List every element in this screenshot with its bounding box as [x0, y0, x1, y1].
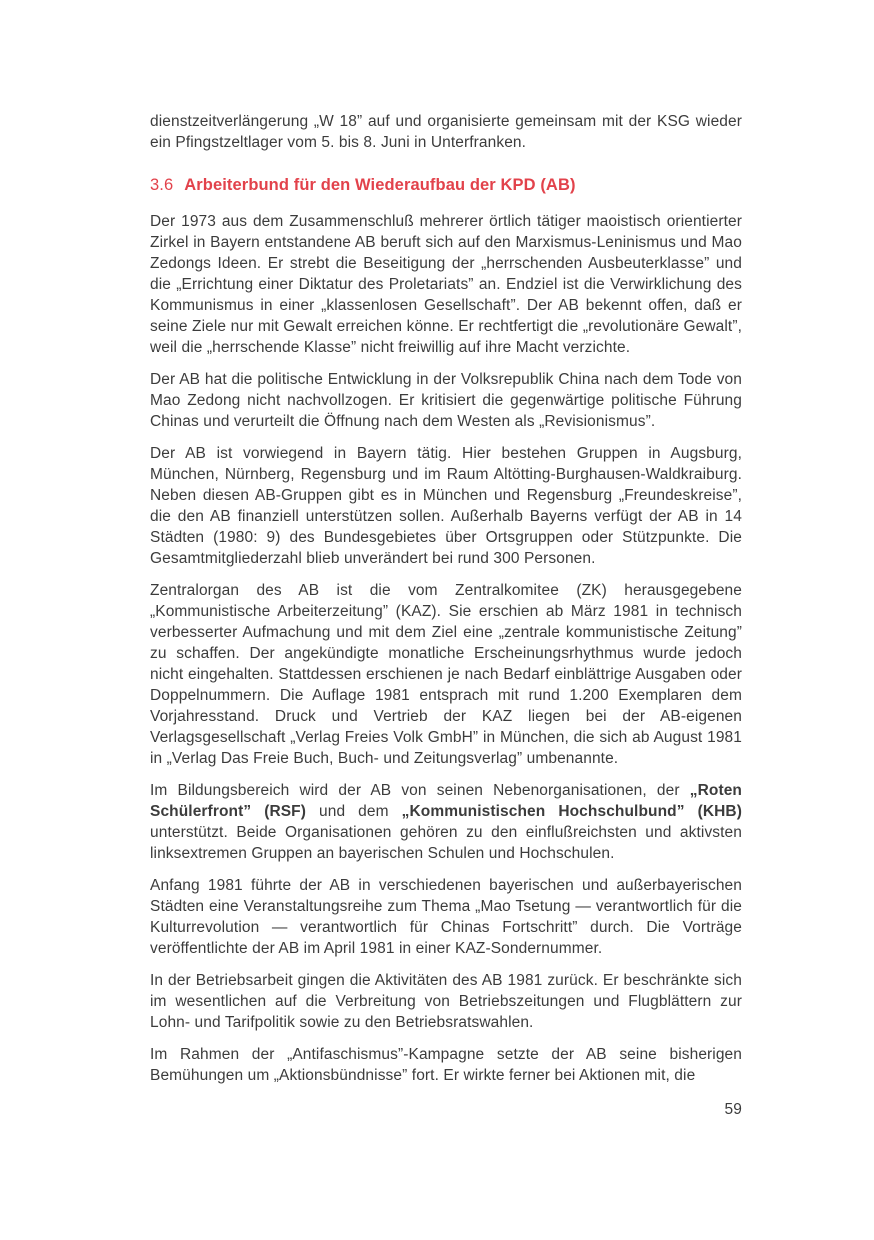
body-paragraph: Im Rahmen der „Antifaschismus”-Kampagne setzte der AB seine bisherigen Bemühungen um „Aktionsbündnisse” fort. Er wirkte ferner bei Aktionen mit, die: [150, 1046, 742, 1084]
body-paragraph: Der AB ist vorwiegend in Bayern tätig. Hier bestehen Gruppen in Augsburg, München, Nürnberg, Regensburg und im Raum Altötting-Burghausen-Waldkraiburg. Neben diesen AB-Gruppen gibt es in München und Regensburg „Freundeskreise”, die den AB finanziell unterstützen sollen. Außerhalb Bayerns verfügt der AB in 14 Städten (1980: 9) des Bundesgebietes über Ortsgruppen oder Stützpunkte. Die Gesamtmitgliederzahl blieb unverändert bei rund 300 Personen.: [150, 445, 742, 567]
section-heading: [150, 174, 742, 196]
body-paragraph: Anfang 1981 führte der AB in verschiedenen bayerischen und außerbayerischen Städten eine Veranstaltungsreihe zum Thema „Mao Tsetung — verantwortlich für die Kulturrevolution — verantwortlich für Chinas Fortschritt” durch. Die Vorträge veröffentlichte der AB im April 1981 in einer KAZ-Sondernummer.: [150, 877, 742, 957]
body-paragraph: Zentralorgan des AB ist die vom Zentralkomitee (ZK) herausgegebene „Kommunistische Arbeiterzeitung” (KAZ). Sie erschien ab März 1981 in technisch verbesserter Aufmachung und mit dem Ziel eine „zentrale kommunistische Zeitung” zu schaffen. Der angekündigte monatliche Erscheinungsrhythmus wurde jedoch nicht eingehalten. Stattdessen erschienen je nach Bedarf einblättrige Ausgaben oder Doppelnummern. Die Auflage 1981 entsprach mit rund 1.200 Exemplaren dem Vorjahresstand. Druck und Vertrieb der KAZ liegen bei der AB-eigenen Verlagsgesellschaft „Verlag Freies Volk GmbH” in München, die sich ab August 1981 in „Verlag Das Freie Buch, Buch- und Zeitungsverlag” umbenannte.: [150, 582, 742, 767]
page-number: 59: [724, 1101, 742, 1118]
page-number-row: [150, 1099, 742, 1120]
section-title: Arbeiterbund für den Wiederaufbau der KPD (AB): [184, 176, 576, 194]
text-column: [150, 111, 742, 1120]
body-paragraph: dienstzeitverlängerung „W 18” auf und organisierte gemeinsam mit der KSG wieder ein Pfingstzeltlager vom 5. bis 8. Juni in Unterfranken.: [150, 113, 742, 151]
section-number: 3.6: [150, 176, 174, 194]
bold-text: „Kommunistischen Hochschulbund” (KHB): [401, 803, 742, 820]
body-paragraph: In der Betriebsarbeit gingen die Aktivitäten des AB 1981 zurück. Er beschränkte sich im wesentlichen auf die Verbreitung von Betriebszeitungen und Flugblättern zur Lohn- und Tarifpolitik sowie zu den Betriebsratswahlen.: [150, 972, 742, 1031]
body-paragraph: Der 1973 aus dem Zusammenschluß mehrerer örtlich tätiger maoistisch orientierter Zirkel in Bayern entstandene AB beruft sich auf den Marxismus-Leninismus und Mao Zedongs Ideen. Er strebt die Beseitigung der „herrschenden Ausbeuterklasse” und die „Errichtung einer Diktatur des Proletariats” an. Endziel ist die Verwirklichung des Kommunismus in einer „klassenlosen Gesellschaft”. Der AB bekennt offen, daß er seine Ziele nur mit Gewalt erreichen könne. Er rechtfertigt die „revolutionäre Gewalt”, weil die „herrschende Klasse” nicht freiwillig auf ihre Macht verzichte.: [150, 213, 742, 356]
body-paragraph: Im Bildungsbereich wird der AB von seinen Nebenorganisationen, der „Roten Schülerfront” (RSF) und dem „Kommunistischen Hochschulbund” (KHB) unterstützt. Beide Organisationen gehören zu den einflußreichsten und aktivsten linksextremen Gruppen an bayerischen Schulen und Hochschulen.: [150, 782, 742, 862]
bold-text: „Roten Schülerfront” (RSF): [150, 782, 742, 820]
body-paragraph: Der AB hat die politische Entwicklung in der Volksrepublik China nach dem Tode von Mao Zedong nicht nachvollzogen. Er kritisiert die gegenwärtige politische Führung Chinas und verurteilt die Öffnung nach dem Westen als „Revisionismus”.: [150, 371, 742, 430]
